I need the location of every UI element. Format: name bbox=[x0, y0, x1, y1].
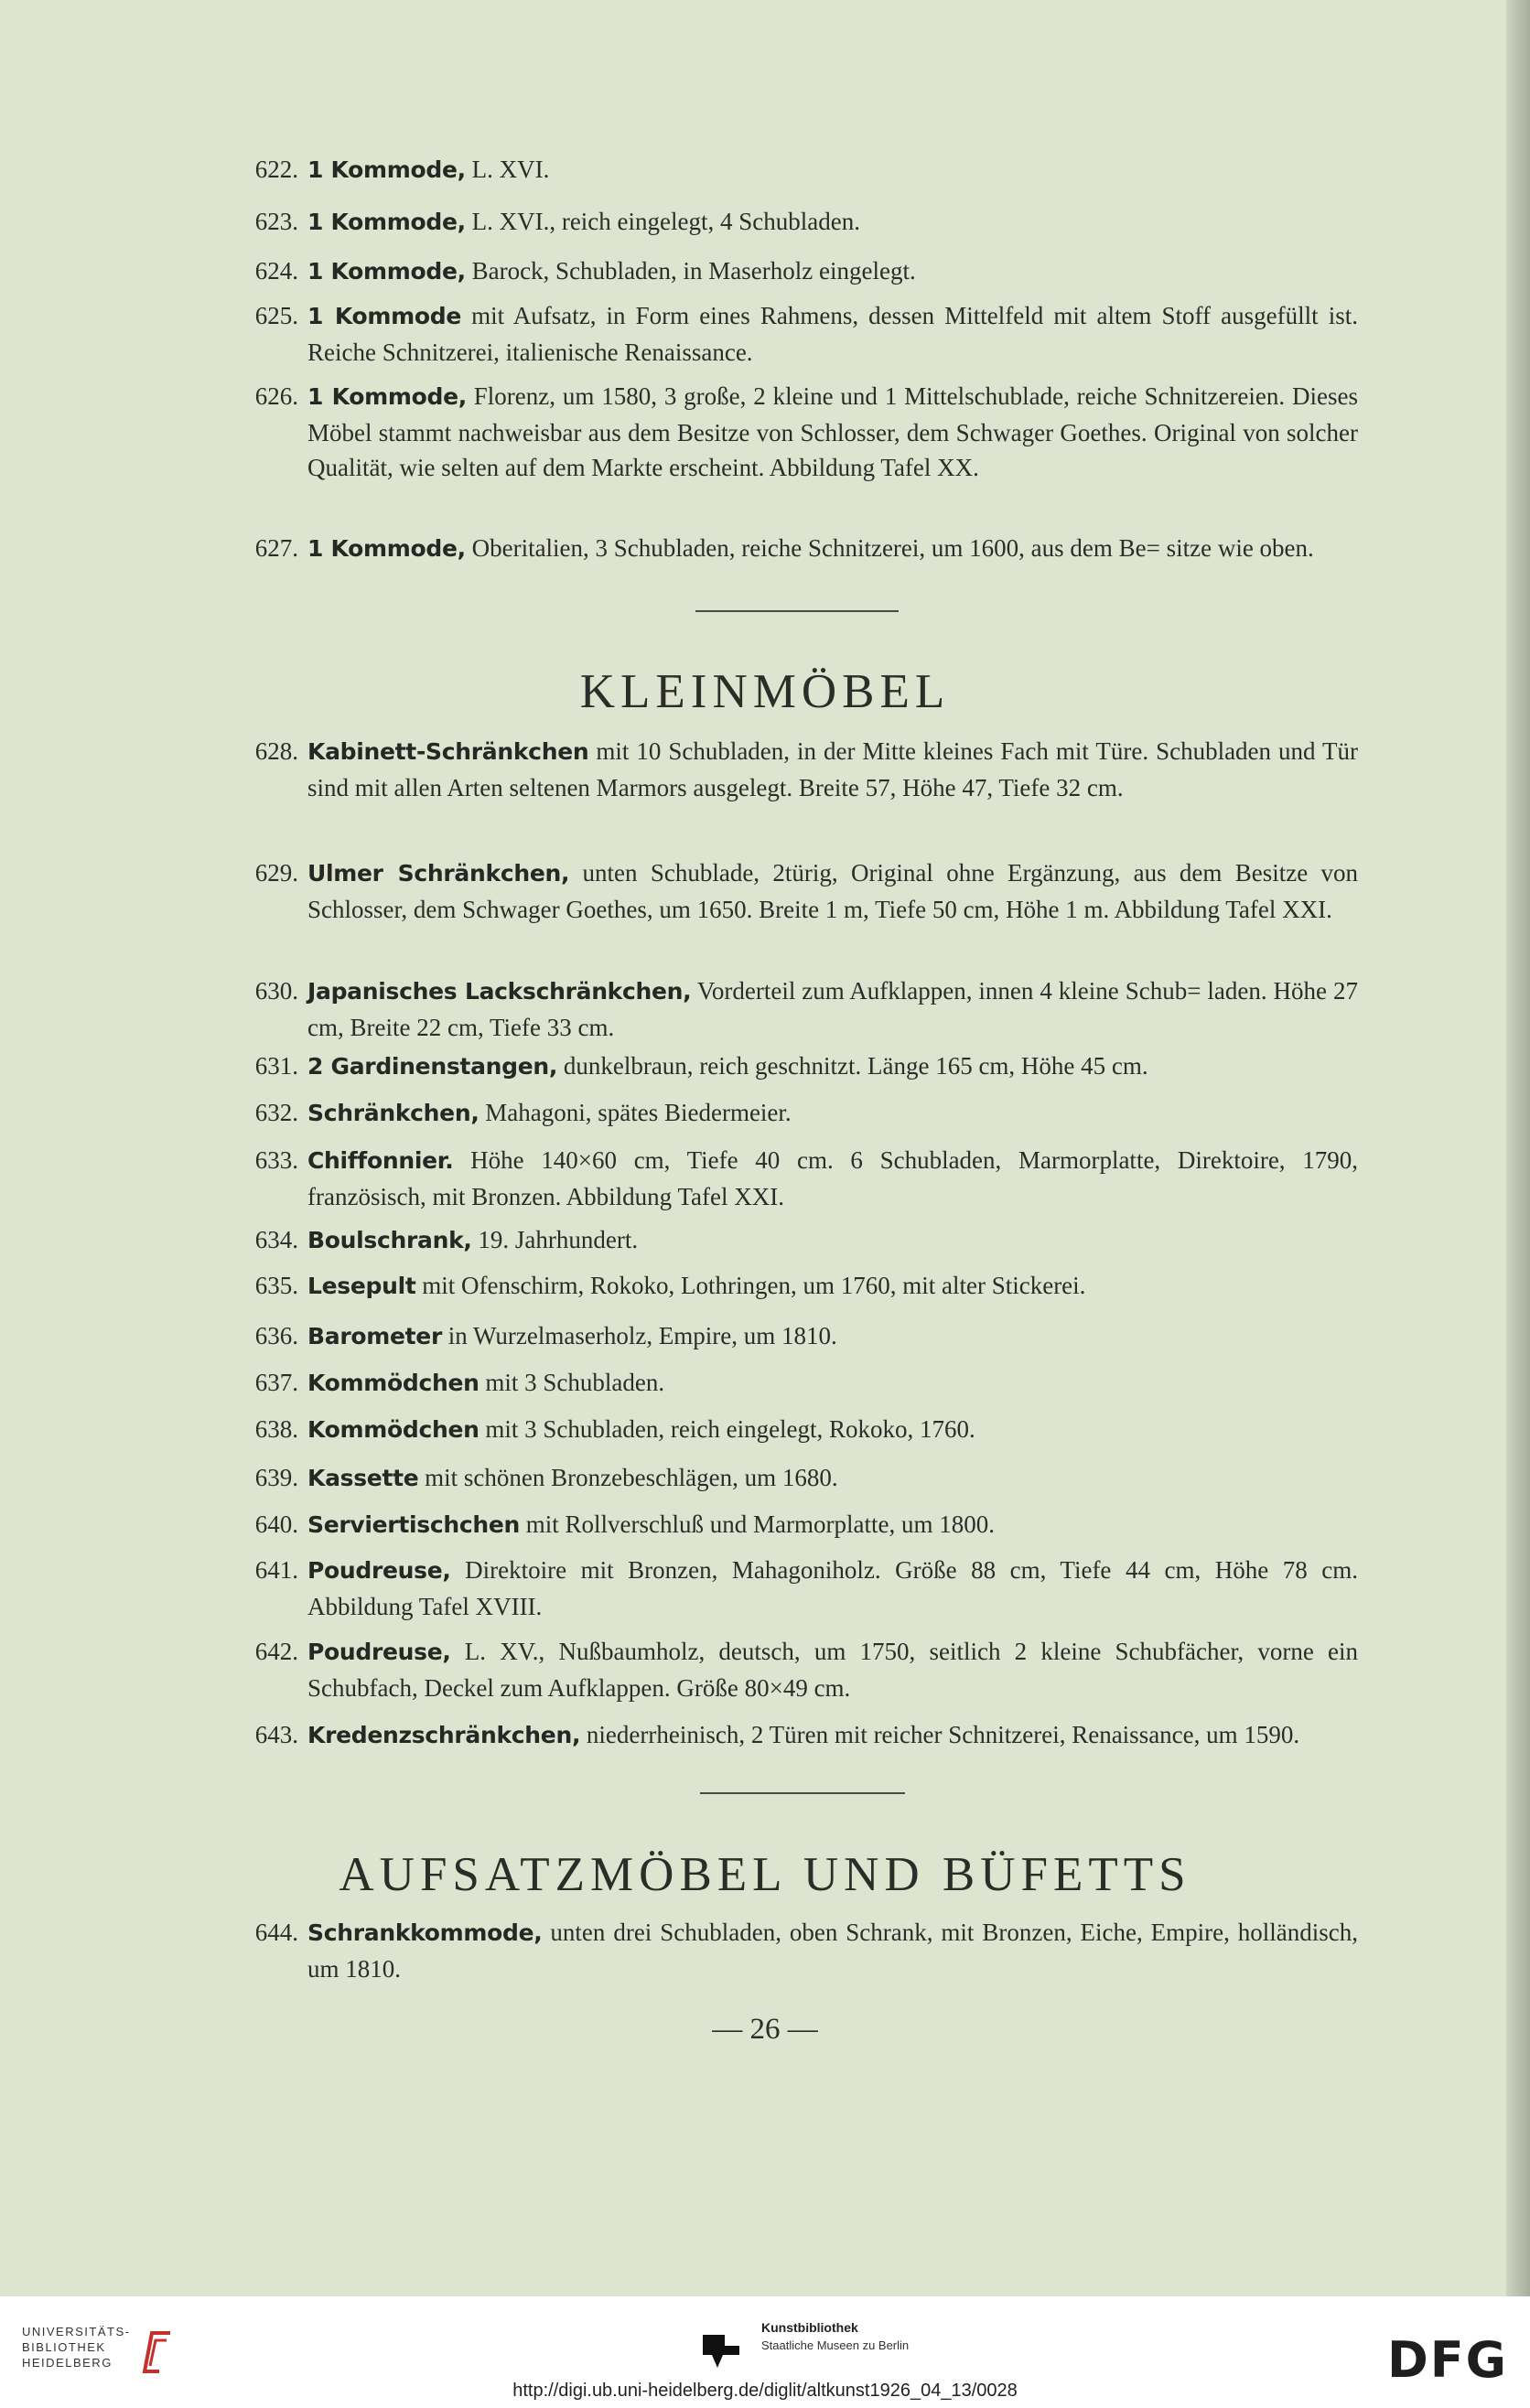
entry-description bbox=[307, 1460, 1358, 1497]
entry-item-details: dunkelbraun, reich geschnitzt. Länge 165 cm, Höhe 45 cm. bbox=[557, 1052, 1148, 1080]
entry-item-title: Schrankkommode, bbox=[307, 1919, 543, 1946]
entry-number: 622. bbox=[254, 156, 298, 183]
entry-description bbox=[307, 855, 1358, 927]
catalog-entry bbox=[236, 152, 1358, 188]
catalog-entry bbox=[236, 855, 1358, 927]
entry-item-title: Kassette bbox=[307, 1465, 419, 1491]
heidelberg-library-logo[interactable] bbox=[22, 2324, 130, 2370]
catalog-entry bbox=[236, 1318, 1358, 1355]
page-edge-shadow bbox=[1506, 0, 1530, 2296]
entry-item-title: 1 Kommode bbox=[307, 303, 461, 329]
entry-number: 638. bbox=[254, 1415, 298, 1443]
catalog-entry bbox=[236, 1717, 1358, 1754]
entry-number: 631. bbox=[254, 1052, 298, 1080]
catalog-entry bbox=[236, 253, 1358, 290]
entry-description bbox=[307, 1318, 1358, 1355]
entry-number: 635. bbox=[254, 1272, 298, 1299]
entry-item-details: Direktoire mit Bronzen, Mahagoniholz. Größe 88 cm, Tiefe 44 cm, Höhe 78 cm. Abbildung Tafel XVIII. bbox=[307, 1556, 1358, 1620]
entry-number: 626. bbox=[254, 382, 298, 410]
entry-description bbox=[307, 1412, 1358, 1448]
entry-item-details: mit 10 Schubladen, in der Mitte kleines Fach mit Türe. Schubladen und Tür sind mit allen Arten seltenen Marmors ausgelegt. Breite 57, Höhe 47, Tiefe 32 cm. bbox=[307, 737, 1358, 801]
entry-number: 640. bbox=[254, 1510, 298, 1538]
kunstbibliothek-title: Kunstbibliothek bbox=[761, 2320, 858, 2335]
entry-number: 639. bbox=[254, 1464, 298, 1491]
section-divider bbox=[695, 610, 899, 612]
entry-item-title: Serviertischchen bbox=[307, 1511, 521, 1538]
entry-item-title: Lesepult bbox=[307, 1273, 416, 1299]
entry-item-details: in Wurzelmaserholz, Empire, um 1810. bbox=[441, 1322, 837, 1349]
entry-item-title: Japanisches Lackschränkchen, bbox=[307, 978, 692, 1005]
entry-description bbox=[307, 531, 1358, 567]
uni-logo-line2: BIBLIOTHEK bbox=[22, 2340, 106, 2354]
entry-item-title: 1 Kommode, bbox=[307, 209, 466, 235]
catalog-entry bbox=[236, 379, 1358, 486]
entry-item-details: Höhe 140×60 cm, Tiefe 40 cm. 6 Schubladen, Marmorplatte, Direktoire, 1790, französisch, mit Bronzen. Abbildung Tafel XXI. bbox=[307, 1146, 1358, 1210]
entry-description bbox=[307, 1095, 1358, 1132]
catalog-entry bbox=[236, 1048, 1358, 1085]
section-heading-aufsatzmoebel: AUFSATZMÖBEL UND BÜFETTS bbox=[339, 1848, 1191, 1901]
entry-description bbox=[307, 253, 1358, 290]
catalog-entry bbox=[236, 1553, 1358, 1624]
entry-item-title: Poudreuse, bbox=[307, 1639, 451, 1665]
entry-description bbox=[307, 1143, 1358, 1214]
entry-description bbox=[307, 204, 1358, 241]
entry-item-title: Boulschrank, bbox=[307, 1227, 472, 1253]
entry-item-details: niederrheinisch, 2 Türen mit reicher Schnitzerei, Renaissance, um 1590. bbox=[580, 1721, 1300, 1748]
kunstbibliothek-text bbox=[761, 2320, 909, 2352]
entry-item-title: Poudreuse, bbox=[307, 1557, 451, 1584]
entry-item-details: L. XV., Nußbaumholz, deutsch, um 1750, seitlich 2 kleine Schubfächer, vorne ein Schubfach, Deckel zum Aufklappen. Größe 80×49 cm. bbox=[307, 1638, 1358, 1702]
entry-number: 630. bbox=[254, 977, 298, 1005]
entry-item-title: Kommödchen bbox=[307, 1416, 479, 1443]
entry-number: 624. bbox=[254, 257, 298, 285]
entry-item-title: 1 Kommode, bbox=[307, 156, 466, 183]
kunstbibliothek-subtitle: Staatliche Museen zu Berlin bbox=[761, 2338, 910, 2352]
entry-number: 637. bbox=[254, 1369, 298, 1396]
entry-item-details: mit 3 Schubladen, reich eingelegt, Rokoko, 1760. bbox=[479, 1415, 975, 1443]
entry-number: 628. bbox=[254, 737, 298, 765]
entry-item-title: Kabinett-Schränkchen bbox=[307, 738, 589, 765]
entry-item-details: mit schönen Bronzebeschlägen, um 1680. bbox=[418, 1464, 838, 1491]
entry-number: 644. bbox=[254, 1919, 298, 1946]
catalog-entry bbox=[236, 1143, 1358, 1214]
entry-item-title: 1 Kommode, bbox=[307, 535, 466, 562]
entry-number: 636. bbox=[254, 1322, 298, 1349]
catalog-entry bbox=[236, 973, 1358, 1045]
entry-number: 627. bbox=[254, 534, 298, 562]
entry-description bbox=[307, 1634, 1358, 1705]
entry-item-title: 1 Kommode, bbox=[307, 383, 467, 410]
catalog-entry bbox=[236, 1095, 1358, 1132]
catalog-entry bbox=[236, 531, 1358, 567]
entry-number: 633. bbox=[254, 1146, 298, 1174]
permalink-url[interactable]: http://digi.ub.uni-heidelberg.de/diglit/altkunst1926_04_13/0028 bbox=[512, 2381, 1018, 2401]
entry-item-details: mit Aufsatz, in Form eines Rahmens, dessen Mittelfeld mit altem Stoff ausgefüllt ist. Reiche Schnitzerei, italienische Renaissance. bbox=[307, 302, 1358, 366]
entry-item-title: Kredenzschränkchen, bbox=[307, 1722, 581, 1748]
entry-number: 642. bbox=[254, 1638, 298, 1665]
entry-item-details: Vorderteil zum Aufklappen, innen 4 kleine Schub= laden. Höhe 27 cm, Breite 22 cm, Tiefe 33 cm. bbox=[307, 977, 1358, 1041]
entry-item-details: mit Rollverschluß und Marmorplatte, um 1800. bbox=[520, 1510, 995, 1538]
entry-item-details: mit Ofenschirm, Rokoko, Lothringen, um 1760, mit alter Stickerei. bbox=[415, 1272, 1086, 1299]
catalog-entry bbox=[236, 1222, 1358, 1259]
catalog-entry bbox=[236, 1460, 1358, 1497]
entry-description bbox=[307, 1915, 1358, 1986]
catalog-entry bbox=[236, 1634, 1358, 1705]
dfg-logo[interactable]: DFG bbox=[1386, 2331, 1508, 2389]
entry-description bbox=[307, 298, 1358, 370]
entry-number: 643. bbox=[254, 1721, 298, 1748]
entry-description bbox=[307, 379, 1358, 486]
entry-description bbox=[307, 1507, 1358, 1543]
catalog-entry bbox=[236, 1268, 1358, 1305]
entry-item-details: 19. Jahrhundert. bbox=[471, 1226, 639, 1253]
entry-number: 632. bbox=[254, 1099, 298, 1126]
catalog-entry bbox=[236, 734, 1358, 805]
entry-description bbox=[307, 1222, 1358, 1259]
entry-item-details: mit 3 Schubladen. bbox=[479, 1369, 665, 1396]
section-heading-kleinmoebel: KLEINMÖBEL bbox=[579, 665, 951, 718]
entry-item-title: Barometer bbox=[307, 1323, 442, 1349]
entry-number: 625. bbox=[254, 302, 298, 329]
uni-logo-line3: HEIDELBERG bbox=[22, 2356, 113, 2370]
catalog-entry bbox=[236, 298, 1358, 370]
entry-description bbox=[307, 1365, 1358, 1402]
entry-description bbox=[307, 1048, 1358, 1085]
entry-item-details: unten Schublade, 2türig, Original ohne Ergänzung, aus dem Besitze von Schlosser, dem Schwager Goethes, um 1650. Breite 1 m, Tiefe 50 cm, Höhe 1 m. Abbildung Tafel XXI. bbox=[307, 859, 1358, 923]
entry-number: 641. bbox=[254, 1556, 298, 1584]
section-divider bbox=[700, 1792, 905, 1794]
entry-item-title: 1 Kommode, bbox=[307, 258, 466, 285]
entry-description bbox=[307, 1717, 1358, 1754]
catalog-entry bbox=[236, 1412, 1358, 1448]
entry-item-title: Chiffonnier. bbox=[307, 1147, 454, 1174]
entry-item-details: Oberitalien, 3 Schubladen, reiche Schnitzerei, um 1600, aus dem Be= sitze wie oben. bbox=[465, 534, 1314, 562]
digitization-footer bbox=[0, 2296, 1530, 2408]
entry-item-details: L. XVI., reich eingelegt, 4 Schubladen. bbox=[465, 208, 860, 235]
entry-description bbox=[307, 152, 1358, 188]
entry-item-details: Mahagoni, spätes Biedermeier. bbox=[479, 1099, 792, 1126]
entry-number: 634. bbox=[254, 1226, 298, 1253]
entry-description bbox=[307, 1553, 1358, 1624]
entry-item-title: Schränkchen, bbox=[307, 1100, 479, 1126]
catalog-entry bbox=[236, 1915, 1358, 1986]
entry-number: 629. bbox=[254, 859, 298, 887]
catalog-entry bbox=[236, 1365, 1358, 1402]
entry-item-title: 2 Gardinenstangen, bbox=[307, 1053, 558, 1080]
entry-item-details: Florenz, um 1580, 3 große, 2 kleine und 1 Mittelschublade, reiche Schnitzereien. Dieses Möbel stammt nachweisbar aus dem Besitze von Schlosser, dem Schwager Goethes. Original von solcher Qualität, wie selten auf dem Markte erscheint. Abbildung Tafel XX. bbox=[307, 382, 1358, 481]
heidelberg-logo-icon bbox=[139, 2327, 176, 2377]
kunstbibliothek-mark-icon bbox=[699, 2327, 743, 2371]
uni-logo-line1: UNIVERSITÄTS- bbox=[22, 2325, 131, 2338]
entry-item-details: L. XVI. bbox=[465, 156, 550, 183]
entry-item-details: Barock, Schubladen, in Maserholz eingelegt. bbox=[465, 257, 916, 285]
entry-item-title: Kommödchen bbox=[307, 1370, 479, 1396]
entry-item-details: unten drei Schubladen, oben Schrank, mit Bronzen, Eiche, Empire, holländisch, um 1810. bbox=[307, 1919, 1358, 1983]
entry-item-title: Ulmer Schränkchen, bbox=[307, 860, 570, 887]
entry-description bbox=[307, 734, 1358, 805]
entry-description bbox=[307, 1268, 1358, 1305]
catalog-entry bbox=[236, 204, 1358, 241]
entry-description bbox=[307, 973, 1358, 1045]
entry-number: 623. bbox=[254, 208, 298, 235]
page-number: — 26 — bbox=[712, 2013, 818, 2046]
catalog-entry bbox=[236, 1507, 1358, 1543]
